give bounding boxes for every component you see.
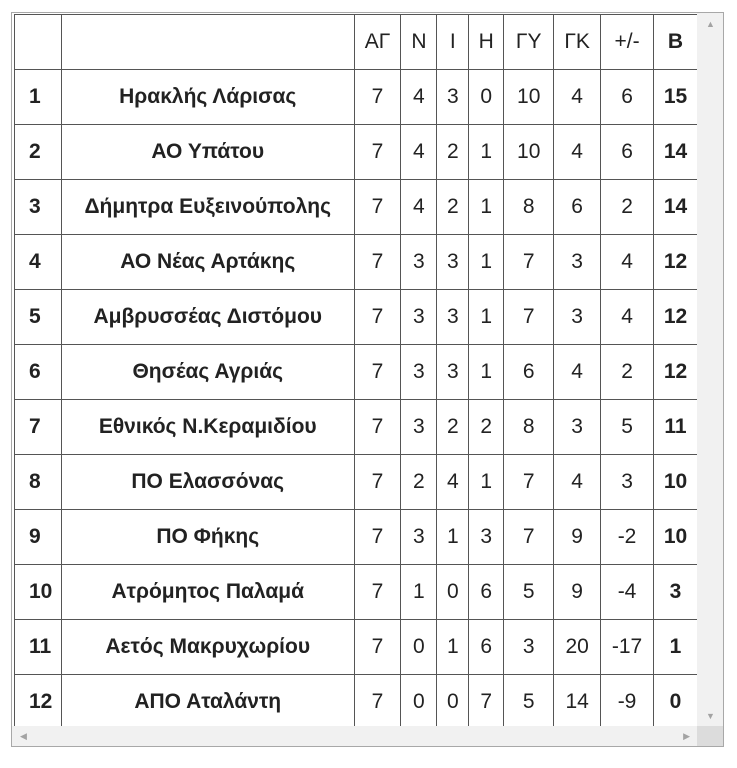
- cell-team: ΠΟ Ελασσόνας: [61, 455, 354, 510]
- table-row: [15, 290, 698, 345]
- cell-goals-against: 4: [554, 125, 601, 180]
- cell-wins: 3: [401, 400, 437, 455]
- cell-goals-against: 20: [554, 620, 601, 675]
- table-row: [15, 400, 698, 455]
- cell-team: Δήμητρα Ευξεινούπολης: [61, 180, 354, 235]
- cell-position: 9: [15, 510, 62, 565]
- cell-goal-diff: -9: [601, 675, 654, 728]
- cell-wins: 3: [401, 510, 437, 565]
- scroll-right-arrow-icon[interactable]: ▶: [683, 731, 690, 741]
- cell-points: 14: [654, 125, 698, 180]
- table-viewport: [12, 13, 698, 727]
- cell-draws: 3: [437, 70, 469, 125]
- cell-draws: 1: [437, 620, 469, 675]
- cell-goals-for: 5: [504, 565, 554, 620]
- cell-losses: 3: [469, 510, 504, 565]
- cell-position: 8: [15, 455, 62, 510]
- header-losses: Η: [469, 15, 504, 70]
- cell-position: 7: [15, 400, 62, 455]
- cell-team: Εθνικός Ν.Κεραμιδίου: [61, 400, 354, 455]
- cell-wins: 1: [401, 565, 437, 620]
- cell-goals-against: 4: [554, 455, 601, 510]
- cell-played: 7: [354, 565, 401, 620]
- cell-draws: 3: [437, 235, 469, 290]
- cell-played: 7: [354, 345, 401, 400]
- cell-goals-for: 6: [504, 345, 554, 400]
- cell-goals-for: 10: [504, 125, 554, 180]
- cell-goals-against: 6: [554, 180, 601, 235]
- cell-goal-diff: 6: [601, 125, 654, 180]
- cell-goal-diff: 5: [601, 400, 654, 455]
- cell-played: 7: [354, 400, 401, 455]
- cell-goal-diff: 2: [601, 345, 654, 400]
- table-scroll-container: [11, 12, 724, 747]
- cell-points: 10: [654, 510, 698, 565]
- header-points: Β: [654, 15, 698, 70]
- table-row: [15, 70, 698, 125]
- table-row: [15, 345, 698, 400]
- cell-played: 7: [354, 70, 401, 125]
- table-row: [15, 510, 698, 565]
- cell-goals-for: 3: [504, 620, 554, 675]
- cell-wins: 4: [401, 125, 437, 180]
- cell-points: 12: [654, 345, 698, 400]
- cell-goals-for: 7: [504, 235, 554, 290]
- cell-played: 7: [354, 180, 401, 235]
- cell-draws: 1: [437, 510, 469, 565]
- cell-team: Ηρακλής Λάρισας: [61, 70, 354, 125]
- cell-draws: 0: [437, 565, 469, 620]
- cell-goals-against: 14: [554, 675, 601, 728]
- cell-goal-diff: 2: [601, 180, 654, 235]
- cell-wins: 3: [401, 235, 437, 290]
- cell-draws: 0: [437, 675, 469, 728]
- header-row: [15, 15, 698, 70]
- cell-goals-for: 5: [504, 675, 554, 728]
- cell-goals-for: 10: [504, 70, 554, 125]
- cell-goal-diff: 4: [601, 235, 654, 290]
- table-row: [15, 235, 698, 290]
- header-draws: Ι: [437, 15, 469, 70]
- cell-position: 6: [15, 345, 62, 400]
- cell-team: ΑΟ Νέας Αρτάκης: [61, 235, 354, 290]
- cell-points: 3: [654, 565, 698, 620]
- scrollbar-corner: [697, 726, 723, 746]
- scroll-down-arrow-icon[interactable]: ▼: [706, 711, 715, 721]
- cell-points: 14: [654, 180, 698, 235]
- cell-goal-diff: -17: [601, 620, 654, 675]
- horizontal-scrollbar[interactable]: [12, 726, 698, 746]
- cell-position: 12: [15, 675, 62, 728]
- cell-losses: 0: [469, 70, 504, 125]
- table-row: [15, 455, 698, 510]
- scroll-left-arrow-icon[interactable]: ◀: [20, 731, 27, 741]
- cell-draws: 2: [437, 400, 469, 455]
- cell-played: 7: [354, 675, 401, 728]
- cell-losses: 1: [469, 345, 504, 400]
- cell-goals-against: 3: [554, 290, 601, 345]
- cell-team: Αμβρυσσέας Διστόμου: [61, 290, 354, 345]
- header-goal-diff: +/-: [601, 15, 654, 70]
- cell-goals-against: 9: [554, 510, 601, 565]
- standings-table: [14, 14, 698, 727]
- cell-goals-for: 8: [504, 180, 554, 235]
- cell-position: 5: [15, 290, 62, 345]
- cell-points: 12: [654, 290, 698, 345]
- cell-wins: 2: [401, 455, 437, 510]
- cell-points: 10: [654, 455, 698, 510]
- cell-wins: 4: [401, 70, 437, 125]
- cell-points: 1: [654, 620, 698, 675]
- cell-position: 11: [15, 620, 62, 675]
- cell-position: 2: [15, 125, 62, 180]
- cell-draws: 2: [437, 125, 469, 180]
- cell-losses: 1: [469, 125, 504, 180]
- cell-played: 7: [354, 620, 401, 675]
- scroll-up-arrow-icon[interactable]: ▲: [706, 19, 715, 29]
- table-row: [15, 565, 698, 620]
- cell-played: 7: [354, 455, 401, 510]
- cell-losses: 1: [469, 235, 504, 290]
- cell-team: Θησέας Αγριάς: [61, 345, 354, 400]
- cell-position: 4: [15, 235, 62, 290]
- cell-goals-against: 4: [554, 70, 601, 125]
- table-row: [15, 620, 698, 675]
- table-row: [15, 180, 698, 235]
- cell-played: 7: [354, 290, 401, 345]
- cell-goals-against: 9: [554, 565, 601, 620]
- cell-losses: 6: [469, 565, 504, 620]
- header-team: [61, 15, 354, 70]
- cell-losses: 1: [469, 290, 504, 345]
- cell-goal-diff: 4: [601, 290, 654, 345]
- cell-losses: 1: [469, 180, 504, 235]
- cell-position: 1: [15, 70, 62, 125]
- cell-goals-against: 3: [554, 400, 601, 455]
- cell-team: Ατρόμητος Παλαμά: [61, 565, 354, 620]
- table-row: [15, 675, 698, 728]
- cell-played: 7: [354, 510, 401, 565]
- cell-position: 10: [15, 565, 62, 620]
- cell-goals-for: 7: [504, 510, 554, 565]
- header-wins: Ν: [401, 15, 437, 70]
- cell-goals-against: 4: [554, 345, 601, 400]
- cell-points: 11: [654, 400, 698, 455]
- cell-points: 12: [654, 235, 698, 290]
- cell-points: 15: [654, 70, 698, 125]
- cell-draws: 2: [437, 180, 469, 235]
- cell-losses: 6: [469, 620, 504, 675]
- cell-goal-diff: 3: [601, 455, 654, 510]
- header-played: ΑΓ: [354, 15, 401, 70]
- cell-team: ΠΟ Φήκης: [61, 510, 354, 565]
- cell-played: 7: [354, 235, 401, 290]
- cell-goals-for: 7: [504, 290, 554, 345]
- cell-goals-for: 7: [504, 455, 554, 510]
- header-goals-for: ΓΥ: [504, 15, 554, 70]
- cell-losses: 1: [469, 455, 504, 510]
- cell-losses: 7: [469, 675, 504, 728]
- cell-wins: 0: [401, 620, 437, 675]
- cell-losses: 2: [469, 400, 504, 455]
- cell-position: 3: [15, 180, 62, 235]
- cell-draws: 3: [437, 345, 469, 400]
- cell-wins: 3: [401, 345, 437, 400]
- cell-team: ΑΟ Υπάτου: [61, 125, 354, 180]
- cell-played: 7: [354, 125, 401, 180]
- cell-wins: 3: [401, 290, 437, 345]
- vertical-scrollbar[interactable]: [697, 13, 723, 727]
- header-position: [15, 15, 62, 70]
- cell-points: 0: [654, 675, 698, 728]
- table-row: [15, 125, 698, 180]
- cell-wins: 0: [401, 675, 437, 728]
- cell-draws: 3: [437, 290, 469, 345]
- cell-goals-against: 3: [554, 235, 601, 290]
- cell-draws: 4: [437, 455, 469, 510]
- cell-team: Αετός Μακρυχωρίου: [61, 620, 354, 675]
- cell-goal-diff: 6: [601, 70, 654, 125]
- cell-wins: 4: [401, 180, 437, 235]
- cell-goal-diff: -2: [601, 510, 654, 565]
- cell-goal-diff: -4: [601, 565, 654, 620]
- header-goals-against: ΓΚ: [554, 15, 601, 70]
- cell-goals-for: 8: [504, 400, 554, 455]
- cell-team: ΑΠΟ Αταλάντη: [61, 675, 354, 728]
